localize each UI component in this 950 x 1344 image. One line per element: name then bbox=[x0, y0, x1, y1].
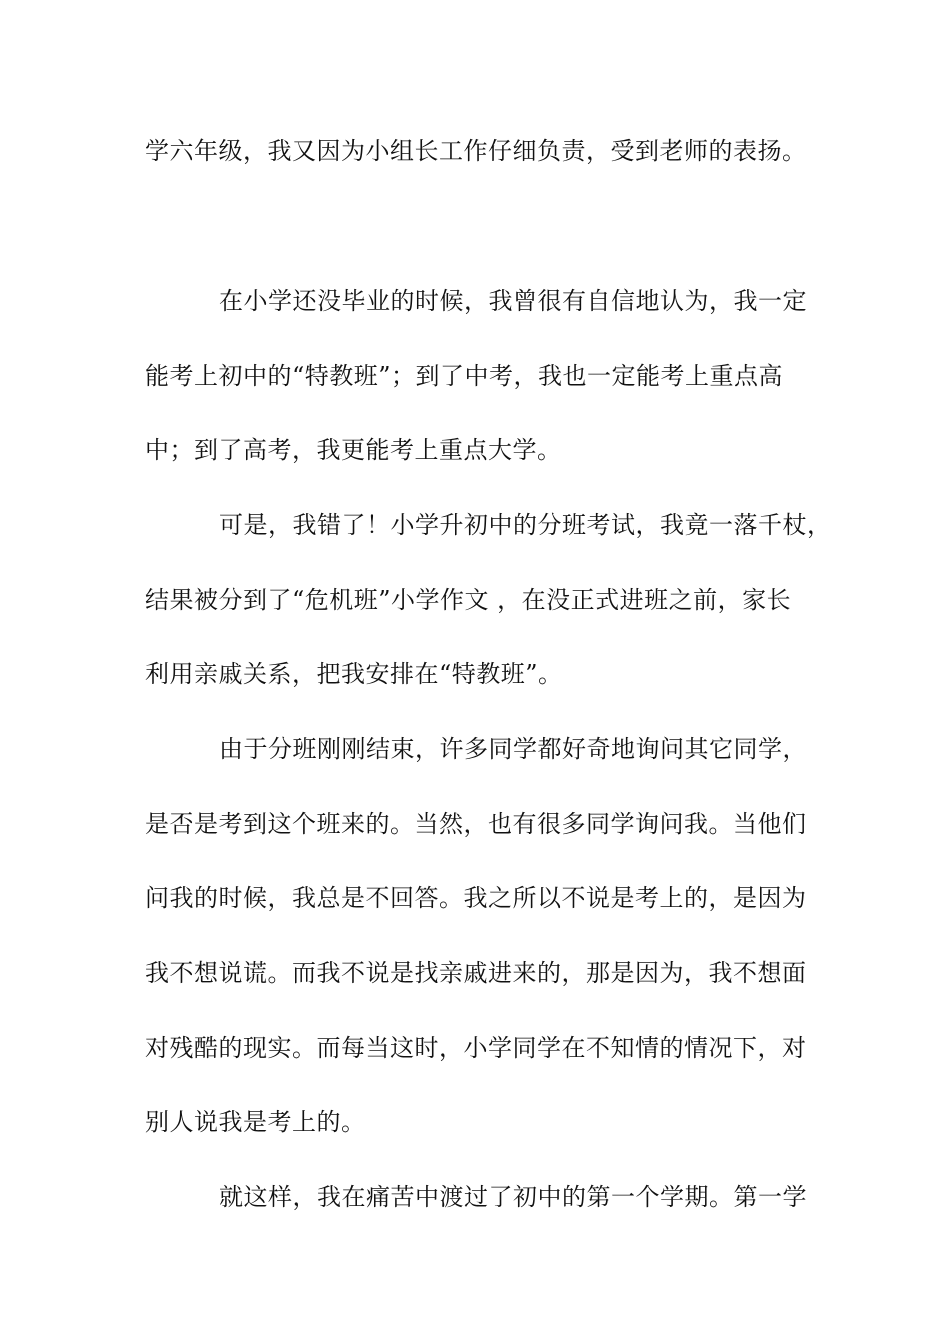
text-line-14: 就这样，我在痛苦中渡过了初中的第一个学期。第一学 bbox=[219, 1183, 807, 1211]
text-line-6: 结果被分到了“危机班”小学作文 ，在没正式进班之前，家长 bbox=[145, 586, 792, 614]
text-line-13: 别人说我是考上的。 bbox=[145, 1108, 366, 1136]
text-line-5: 可是，我错了！小学升初中的分班考试，我竟一落千杖， bbox=[219, 511, 832, 539]
text-line-12: 对残酷的现实。而每当这时，小学同学在不知情的情况下，对 bbox=[145, 1034, 807, 1062]
text-line-11: 我不想说谎。而我不说是找亲戚进来的，那是因为，我不想面 bbox=[145, 959, 807, 987]
text-line-4: 中；到了高考，我更能考上重点大学。 bbox=[145, 436, 562, 464]
text-line-7: 利用亲戚关系，把我安排在“特教班”。 bbox=[145, 660, 563, 688]
text-line-2: 在小学还没毕业的时候，我曾很有自信地认为，我一定 bbox=[219, 287, 807, 315]
text-line-1: 学六年级，我又因为小组长工作仔细负责，受到老师的表扬。 bbox=[145, 137, 807, 165]
text-line-3: 能考上初中的“特教班”；到了中考，我也一定能考上重点高 bbox=[145, 362, 784, 390]
text-line-8: 由于分班刚刚结束，许多同学都好奇地询问其它同学， bbox=[219, 735, 807, 763]
text-line-10: 问我的时候，我总是不回答。我之所以不说是考上的，是因为 bbox=[145, 884, 807, 912]
text-line-9: 是否是考到这个班来的。当然，也有很多同学询问我。当他们 bbox=[145, 810, 807, 838]
